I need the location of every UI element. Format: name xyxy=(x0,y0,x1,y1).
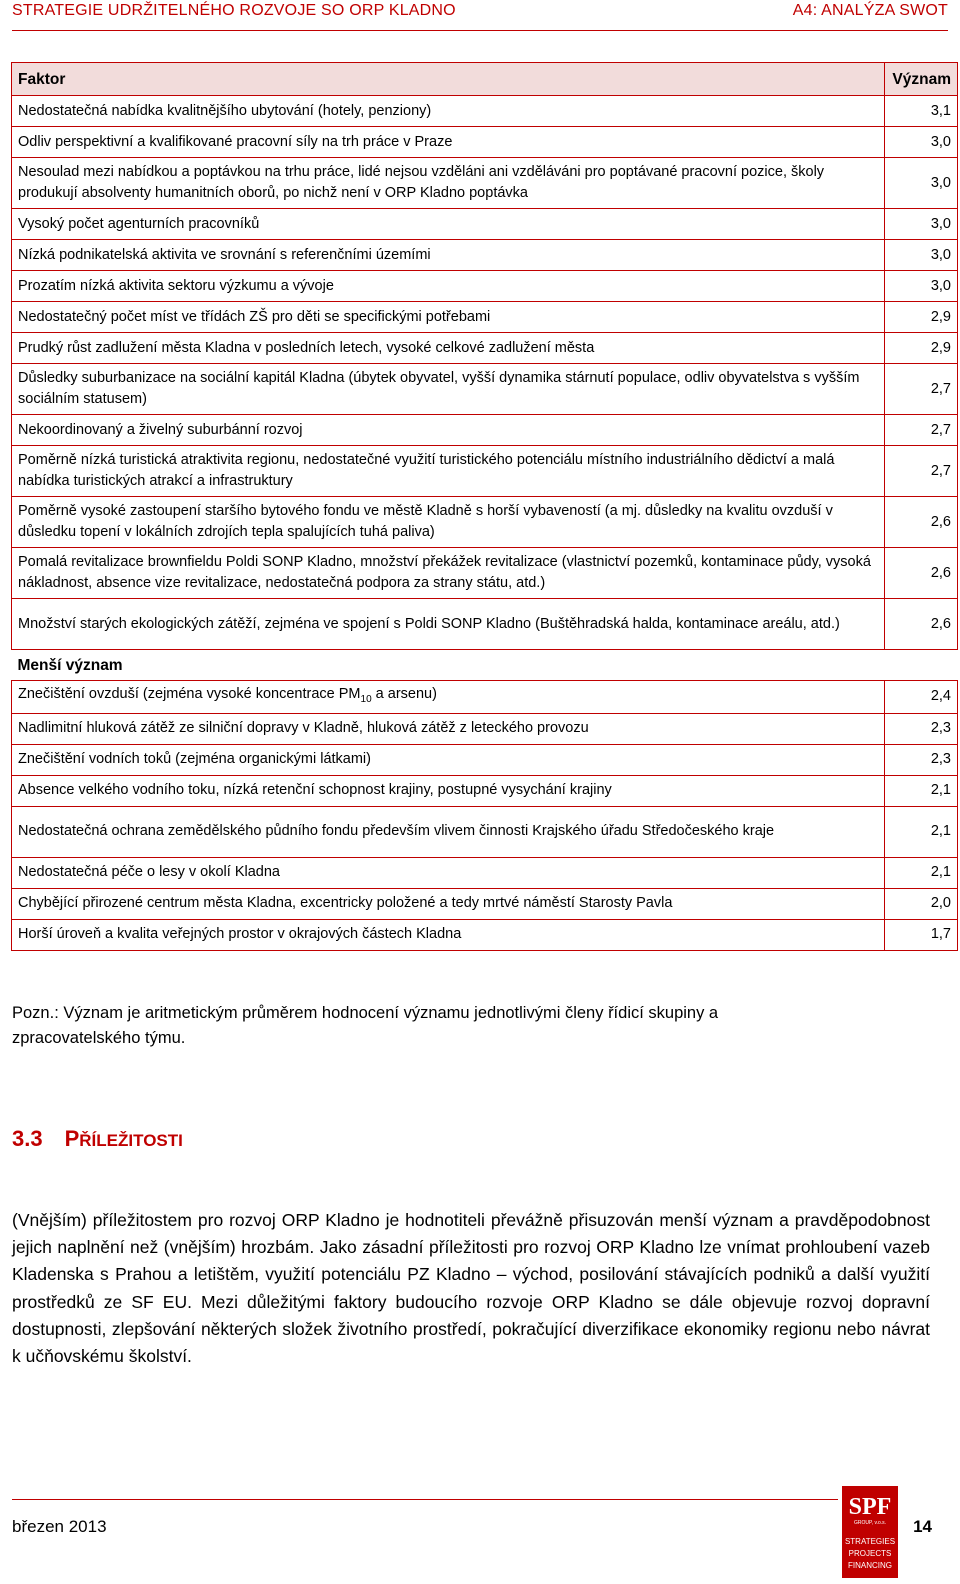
table-row xyxy=(12,271,958,302)
value-cell: 2,0 xyxy=(885,888,958,919)
table-row xyxy=(12,497,958,548)
section-heading xyxy=(12,1126,183,1152)
factor-cell: Nedostatečná péče o lesy v okolí Kladna xyxy=(12,857,885,888)
value-cell: 2,1 xyxy=(885,806,958,857)
factor-cell: Prozatím nízká aktivita sektoru výzkumu a vývoje xyxy=(12,271,885,302)
table-row xyxy=(12,415,958,446)
svg-text:STRATEGIES: STRATEGIES xyxy=(844,1537,896,1546)
section-title-rest: ŘÍLEŽITOSTI xyxy=(79,1131,183,1150)
value-cell: 2,3 xyxy=(885,744,958,775)
factor-cell: Chybějící přirozené centrum města Kladna, excentricky položené a tedy mrtvé náměstí Starosty Pavla xyxy=(12,888,885,919)
annex-title: A4: ANALÝZA SWOT xyxy=(792,2,948,19)
value-cell: 2,1 xyxy=(885,857,958,888)
section-label: Menší význam xyxy=(17,656,123,674)
table-header-row xyxy=(12,63,958,96)
section-number: 3.3 xyxy=(12,1126,43,1151)
table-row xyxy=(12,127,958,158)
factor-cell: Pomalá revitalizace brownfieldu Poldi SONP Kladno, množství překážek revitalizace (vlastnictví pozemků, kontaminace půdy, vysoká nákladnost, absence vize revitalizace, nedostatečná podpora za strany státu, atd.) xyxy=(12,548,885,599)
table-row xyxy=(12,364,958,415)
value-cell: 2,7 xyxy=(885,446,958,497)
table-note: Pozn.: Význam je aritmetickým průměrem hodnocení významu jednotlivými členy řídicí skupiny a zpracovatelského týmu. xyxy=(12,1004,719,1047)
spf-logo xyxy=(842,1486,898,1578)
value-cell: 3,1 xyxy=(885,96,958,127)
value-cell: 2,3 xyxy=(885,713,958,744)
table-row xyxy=(12,158,958,209)
footer-date: březen 2013 xyxy=(12,1517,107,1536)
svg-text:FINANCING: FINANCING xyxy=(848,1561,892,1570)
table-row xyxy=(12,333,958,364)
factor-cell: Nekoordinovaný a živelný suburbánní rozvoj xyxy=(12,415,885,446)
page-number: 14 xyxy=(913,1517,932,1536)
value-cell: 3,0 xyxy=(885,240,958,271)
body-paragraph: (Vnějším) příležitostem pro rozvoj ORP Kladno je hodnotiteli převážně přisuzován menší význam a pravděpodobnost jejich naplnění než (vnějším) hrozbám. Jako zásadní příležitosti pro rozvoj ORP Kladno lze vnímat prohloubení vazeb Kladenska s Prahou a letištěm, využití potenciálu PZ Kladno – východ, posilování stávajících podniků a další využití prostředků ze SF EU. Mezi důležitými faktory budoucího rozvoje ORP Kladno se dále objevuje rozvoj dopravní dostupnosti, zlepšování některých složek životního prostředí, pokračující diverzifikace ekonomiky regionu nebo návrat k učňovskému školství. xyxy=(12,1210,930,1367)
value-cell: 2,4 xyxy=(885,681,958,714)
value-cell: 2,6 xyxy=(885,599,958,650)
value-cell: 2,9 xyxy=(885,333,958,364)
factor-cell: Důsledky suburbanizace na sociální kapitál Kladna (úbytek obyvatel, vyšší dynamika stárnutí populace, odliv obyvatelstva s vyšším sociálním statusem) xyxy=(12,364,885,415)
table-row xyxy=(12,681,958,714)
factor-cell: Horší úroveň a kvalita veřejných prostor v okrajových částech Kladna xyxy=(12,919,885,950)
table-row xyxy=(12,548,958,599)
value-cell: 2,6 xyxy=(885,548,958,599)
table-row xyxy=(12,919,958,950)
value-cell: 3,0 xyxy=(885,209,958,240)
value-column-header: Význam xyxy=(885,63,958,96)
value-cell: 2,1 xyxy=(885,775,958,806)
factor-cell: Odliv perspektivní a kvalifikované pracovní síly na trh práce v Praze xyxy=(12,127,885,158)
factor-cell: Poměrně nízká turistická atraktivita regionu, nedostatečné využití turistického potenciálu místního industriálního dědictví a malá nabídka turistických atrakcí a infrastruktury xyxy=(12,446,885,497)
factor-cell: Znečištění ovzduší (zejména vysoké koncentrace $PM_{10}$ a arsenu) xyxy=(12,681,885,714)
svg-text:PROJECTS: PROJECTS xyxy=(848,1549,892,1558)
table-row xyxy=(12,240,958,271)
factor-cell: Nedostatečná ochrana zemědělského půdního fondu především vlivem činnosti Krajského úřadu Středočeského kraje xyxy=(12,806,885,857)
value-cell: 2,7 xyxy=(885,415,958,446)
value-cell: 2,7 xyxy=(885,364,958,415)
section-title-initial: P xyxy=(64,1126,80,1151)
subscript: 10 xyxy=(360,693,372,705)
factor-cell: Poměrně vysoké zastoupení staršího bytového fondu ve městě Kladně s horší vybaveností (a mj. důsledky na kvalitu ovzduší v důsledku topení v lokálních zdrojích tepla spalujících tuhá paliva) xyxy=(12,497,885,548)
factor-cell: Absence velkého vodního toku, nízká retenční schopnost krajiny, postupné vysychání krajiny xyxy=(12,775,885,806)
value-cell: 2,6 xyxy=(885,497,958,548)
table-row xyxy=(12,744,958,775)
table-row xyxy=(12,888,958,919)
factor-cell: Vysoký počet agenturních pracovníků xyxy=(12,209,885,240)
svg-text:SPF: SPF xyxy=(848,1494,892,1520)
value-cell: 1,7 xyxy=(885,919,958,950)
table-row xyxy=(12,96,958,127)
section-row xyxy=(12,650,958,681)
factor-cell: Prudký růst zadlužení města Kladna v posledních letech, vysoké celkové zadlužení města xyxy=(12,333,885,364)
value-cell: 2,9 xyxy=(885,302,958,333)
table-row xyxy=(12,775,958,806)
document-title: STRATEGIE UDRŽITELNÉHO ROZVOJE SO ORP KLADNO xyxy=(12,2,456,19)
threats-table xyxy=(11,62,958,951)
table-row xyxy=(12,302,958,333)
table-row xyxy=(12,209,958,240)
factor-cell: Nadlimitní hluková zátěž ze silniční dopravy v Kladně, hluková zátěž z leteckého provozu xyxy=(12,713,885,744)
table-row xyxy=(12,599,958,650)
table-row xyxy=(12,713,958,744)
page-header xyxy=(12,0,948,31)
table-row xyxy=(12,446,958,497)
factor-cell: Množství starých ekologických zátěží, zejména ve spojení s Poldi SONP Kladno (Buštěhradská halda, kontaminace areálu, atd.) xyxy=(12,599,885,650)
factor-cell: Nedostatečný počet míst ve třídách ZŠ pro děti se specifickými potřebami xyxy=(12,302,885,333)
factor-cell: Nedostatečná nabídka kvalitnějšího ubytování (hotely, penziony) xyxy=(12,96,885,127)
table-row xyxy=(12,857,958,888)
svg-text:GROUP, v.o.s.: GROUP, v.o.s. xyxy=(853,1520,887,1526)
value-cell: 3,0 xyxy=(885,158,958,209)
footer-divider xyxy=(12,1499,838,1500)
table-row xyxy=(12,806,958,857)
factor-column-header: Faktor xyxy=(12,63,885,96)
factor-cell: Nesoulad mezi nabídkou a poptávkou na trhu práce, lidé nejsou vzděláni ani vzděláváni pro poptávané pracovní pozice, školy produkují absolventy humanitních oborů, po nichž není v ORP Kladno poptávka xyxy=(12,158,885,209)
factor-cell: Nízká podnikatelská aktivita ve srovnání s referenčními územími xyxy=(12,240,885,271)
value-cell: 3,0 xyxy=(885,127,958,158)
value-cell: 3,0 xyxy=(885,271,958,302)
factor-cell: Znečištění vodních toků (zejména organickými látkami) xyxy=(12,744,885,775)
